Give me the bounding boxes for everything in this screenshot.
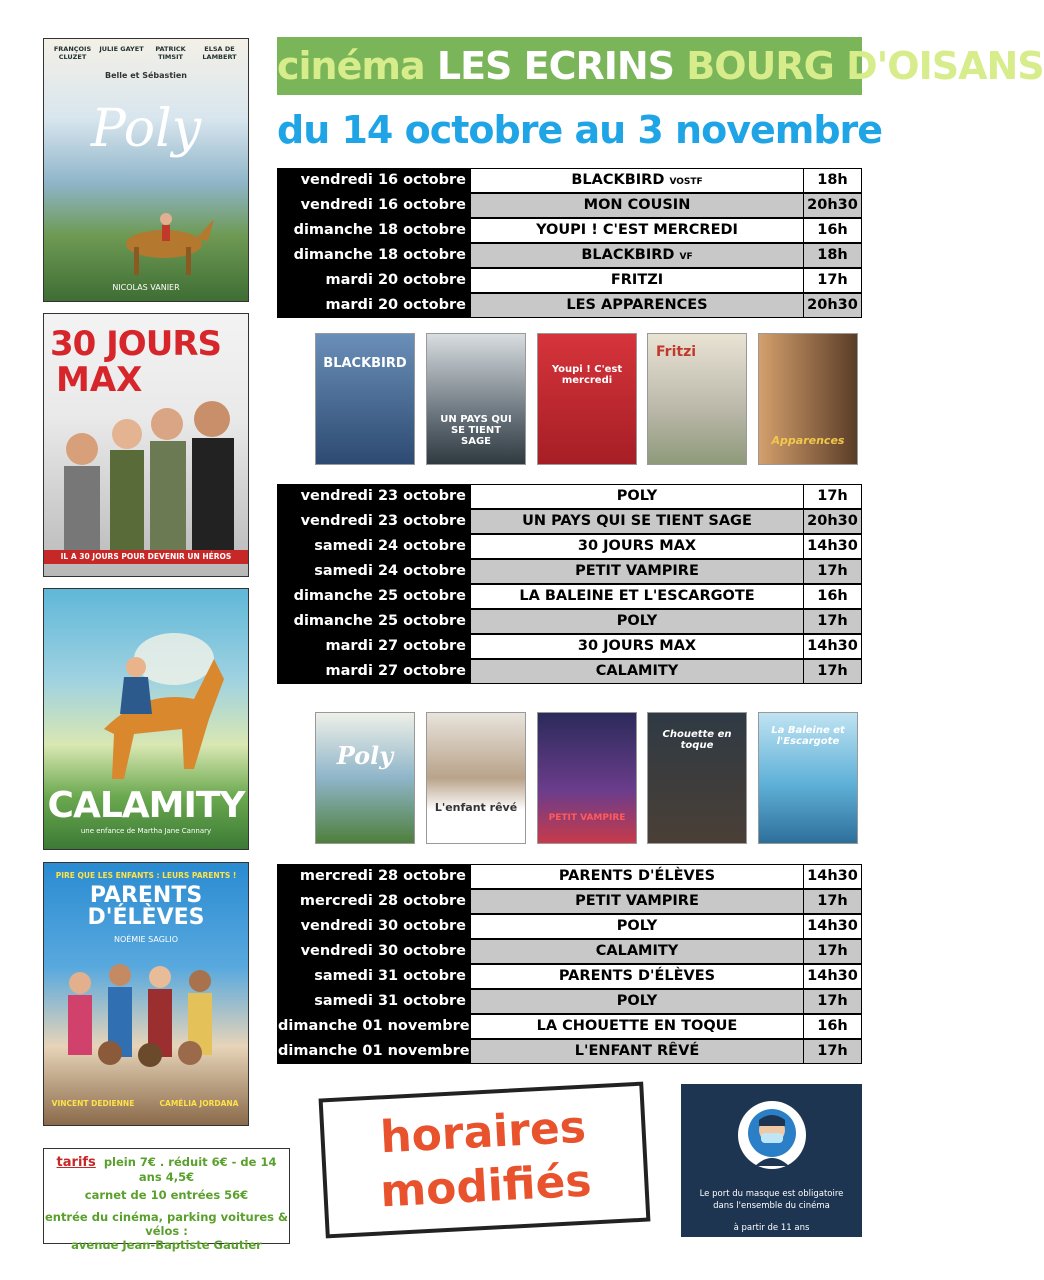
thumb-baleine [758, 712, 858, 844]
film-cell: PETIT VAMPIRE [471, 559, 804, 584]
time-cell: 17h [804, 889, 862, 914]
film-cell: 30 JOURS MAX [471, 634, 804, 659]
day-cell: dimanche 18 octobre [277, 243, 471, 268]
table-row [277, 889, 862, 914]
table-row [277, 168, 862, 193]
table-row [277, 268, 862, 293]
tarifs-line4: avenue Jean-Baptiste Gautier [71, 1238, 262, 1252]
film-cell: LA BALEINE ET L'ESCARGOTE [471, 584, 804, 609]
day-cell: vendredi 30 octobre [277, 939, 471, 964]
thumb-youpi [537, 333, 637, 465]
table-row [277, 193, 862, 218]
thumb-title: Apparences [771, 434, 845, 447]
day-cell: samedi 24 octobre [277, 559, 471, 584]
time-cell: 17h [804, 559, 862, 584]
version-tag: VOSTF [669, 177, 703, 187]
table-row [277, 1014, 862, 1039]
film-cell: PARENTS D'ÉLÈVES [471, 864, 804, 889]
poster-30jours-title1: 30 JOURS [50, 324, 221, 364]
film-cell [471, 243, 804, 268]
poster-poly-actors [50, 45, 242, 61]
time-cell: 20h30 [804, 293, 862, 318]
film-cell: L'ENFANT RÊVÉ [471, 1039, 804, 1064]
mask-face-icon [737, 1100, 807, 1170]
cinema-header [277, 37, 1044, 95]
actor: ELSA DE LAMBERT [202, 45, 237, 61]
time-cell: 20h30 [804, 193, 862, 218]
mask-notice [681, 1084, 862, 1237]
thumb-blackbird [315, 333, 415, 465]
actors-group-illustration [52, 394, 242, 554]
film-cell: LA CHOUETTE EN TOQUE [471, 1014, 804, 1039]
film-cell: PETIT VAMPIRE [471, 889, 804, 914]
time-cell: 17h [804, 1039, 862, 1064]
day-cell: dimanche 18 octobre [277, 218, 471, 243]
day-cell: mercredi 28 octobre [277, 889, 471, 914]
tarifs-line2: carnet de 10 entrées 56€ [84, 1188, 249, 1202]
time-cell: 14h30 [804, 534, 862, 559]
actor: PATRICK TIMSIT [155, 45, 186, 61]
schedule-table-3 [277, 864, 862, 1064]
day-cell: dimanche 25 octobre [277, 609, 471, 634]
time-cell: 20h30 [804, 509, 862, 534]
poster-poly [43, 38, 249, 302]
poster-30-jours-max [43, 313, 249, 577]
table-row [277, 534, 862, 559]
day-cell: samedi 31 octobre [277, 964, 471, 989]
day-cell: vendredi 16 octobre [277, 193, 471, 218]
modif-line2: modifiés [379, 1155, 593, 1218]
film-title: MON COUSIN [583, 197, 691, 213]
poster-parents-actor1: VINCENT DEDIENNE [51, 1099, 135, 1108]
thumb-title: Poly [336, 741, 394, 770]
day-cell: dimanche 01 novembre [277, 1039, 471, 1064]
time-cell: 16h [804, 584, 862, 609]
film-cell: PARENTS D'ÉLÈVES [471, 964, 804, 989]
tarifs-label: tarifs [56, 1155, 96, 1170]
modif-line1: horaires [378, 1101, 588, 1164]
poster-parents-title2: D'ÉLÈVES [87, 905, 205, 930]
table-row [277, 914, 862, 939]
thumb-title: Chouette en toque [662, 729, 732, 751]
day-cell: vendredi 23 octobre [277, 484, 471, 509]
thumb-un-pays [426, 333, 526, 465]
time-cell: 14h30 [804, 634, 862, 659]
period-subtitle: du 14 octobre au 3 novembre [277, 108, 883, 152]
film-cell: POLY [471, 484, 804, 509]
film-cell: POLY [471, 609, 804, 634]
thumb-title: BLACKBIRD [323, 356, 407, 371]
version-tag: VF [679, 252, 693, 262]
time-cell: 14h30 [804, 964, 862, 989]
table-row [277, 559, 862, 584]
thumb-title: La Baleine et l'Escargote [771, 725, 845, 747]
thumb-apparences [758, 333, 858, 465]
thumb-petit-vampire [537, 712, 637, 844]
poster-parents-title1: PARENTS [89, 883, 203, 908]
mask-line2: dans l'ensemble du cinéma [713, 1201, 830, 1211]
time-cell: 17h [804, 609, 862, 634]
film-title: FRITZI [610, 272, 664, 288]
thumb-title: L'enfant rêvé [434, 801, 518, 814]
film-cell [471, 268, 804, 293]
time-cell: 17h [804, 659, 862, 684]
header-name: LES ECRINS [436, 44, 675, 88]
time-cell: 18h [804, 168, 862, 193]
table-row [277, 864, 862, 889]
time-cell: 17h [804, 989, 862, 1014]
tarifs-box [43, 1148, 290, 1252]
time-cell: 17h [804, 939, 862, 964]
time-cell: 16h [804, 218, 862, 243]
thumb-title: Fritzi [656, 344, 697, 360]
tarifs-prices: plein 7€ . réduit 6€ - de 14 ans 4,5€ [103, 1155, 277, 1184]
poster-calamity-subtitle: une enfance de Martha Jane Cannary [80, 827, 212, 835]
day-cell: vendredi 23 octobre [277, 509, 471, 534]
poster-parents-director: NOÉMIE SAGLIO [113, 935, 179, 944]
film-cell: CALAMITY [471, 939, 804, 964]
horse-illustration [104, 189, 224, 279]
header-town: BOURG D'OISANS [686, 44, 1044, 88]
day-cell: vendredi 30 octobre [277, 914, 471, 939]
table-row [277, 484, 862, 509]
time-cell: 18h [804, 243, 862, 268]
thumb-chouette [647, 712, 747, 844]
time-cell: 14h30 [804, 864, 862, 889]
day-cell: mardi 20 octobre [277, 293, 471, 318]
poster-poly-tagline: Belle et Sébastien [104, 71, 187, 80]
film-cell [471, 168, 804, 193]
poster-parents-top: PIRE QUE LES ENFANTS : LEURS PARENTS ! [55, 871, 237, 880]
day-cell: dimanche 25 octobre [277, 584, 471, 609]
day-cell: mercredi 28 octobre [277, 864, 471, 889]
thumb-poly [315, 712, 415, 844]
schedule-table-2 [277, 484, 862, 684]
table-row [277, 964, 862, 989]
table-row [277, 1039, 862, 1064]
family-group-illustration [50, 953, 244, 1088]
table-row [277, 243, 862, 268]
time-cell: 16h [804, 1014, 862, 1039]
film-cell: CALAMITY [471, 659, 804, 684]
poster-30jours-title2: MAX [56, 360, 143, 400]
time-cell: 14h30 [804, 914, 862, 939]
film-title: BLACKBIRD [581, 247, 675, 263]
day-cell: mardi 27 octobre [277, 659, 471, 684]
table-row [277, 584, 862, 609]
film-title: LES APPARENCES [566, 297, 708, 313]
poster-poly-director: NICOLAS VANIER [112, 283, 180, 292]
poster-parents-actor2: CAMÉLIA JORDANA [159, 1099, 239, 1108]
horaires-modifies-notice [319, 1082, 651, 1239]
poster-poly-title: Poly [90, 99, 202, 159]
rider-horse-illustration [64, 619, 234, 789]
actor: JULIE GAYET [99, 45, 144, 53]
table-row [277, 293, 862, 318]
film-cell: POLY [471, 989, 804, 1014]
table-row [277, 609, 862, 634]
mask-line3: à partir de 11 ans [733, 1223, 810, 1233]
film-cell: 30 JOURS MAX [471, 534, 804, 559]
header-cinema: cinéma [277, 44, 425, 88]
thumb-enfant-reve [426, 712, 526, 844]
table-row [277, 634, 862, 659]
poster-calamity [43, 588, 249, 850]
time-cell: 17h [804, 484, 862, 509]
tarifs-line3: entrée du cinéma, parking voitures & vélos : [44, 1210, 289, 1238]
film-cell [471, 218, 804, 243]
tarifs-line1 [44, 1155, 289, 1184]
poster-30jours-banner: IL A 30 JOURS POUR DEVENIR UN HÉROS [44, 550, 248, 564]
film-title: YOUPI ! C'EST MERCREDI [536, 222, 738, 238]
thumb-title: PETIT VAMPIRE [548, 813, 626, 823]
day-cell: samedi 31 octobre [277, 989, 471, 1014]
day-cell: samedi 24 octobre [277, 534, 471, 559]
schedule-table-1 [277, 168, 862, 318]
poster-calamity-title: CALAMITY [47, 785, 245, 826]
day-cell: mardi 27 octobre [277, 634, 471, 659]
day-cell: mardi 20 octobre [277, 268, 471, 293]
table-row [277, 509, 862, 534]
table-row [277, 659, 862, 684]
table-row [277, 218, 862, 243]
day-cell: dimanche 01 novembre [277, 1014, 471, 1039]
thumb-title: UN PAYS QUI SE TIENT SAGE [440, 414, 512, 447]
thumb-title: Youpi ! C'est mercredi [551, 364, 623, 386]
day-cell: vendredi 16 octobre [277, 168, 471, 193]
actor: FRANÇOIS CLUZET [53, 45, 92, 61]
thumb-fritzi [647, 333, 747, 465]
film-cell [471, 293, 804, 318]
film-cell [471, 193, 804, 218]
film-cell: UN PAYS QUI SE TIENT SAGE [471, 509, 804, 534]
poster-parents-deleves [43, 862, 249, 1126]
table-row [277, 939, 862, 964]
film-cell: POLY [471, 914, 804, 939]
time-cell: 17h [804, 268, 862, 293]
film-title: BLACKBIRD [571, 172, 665, 188]
mask-line1: Le port du masque est obligatoire [699, 1189, 844, 1199]
table-row [277, 989, 862, 1014]
